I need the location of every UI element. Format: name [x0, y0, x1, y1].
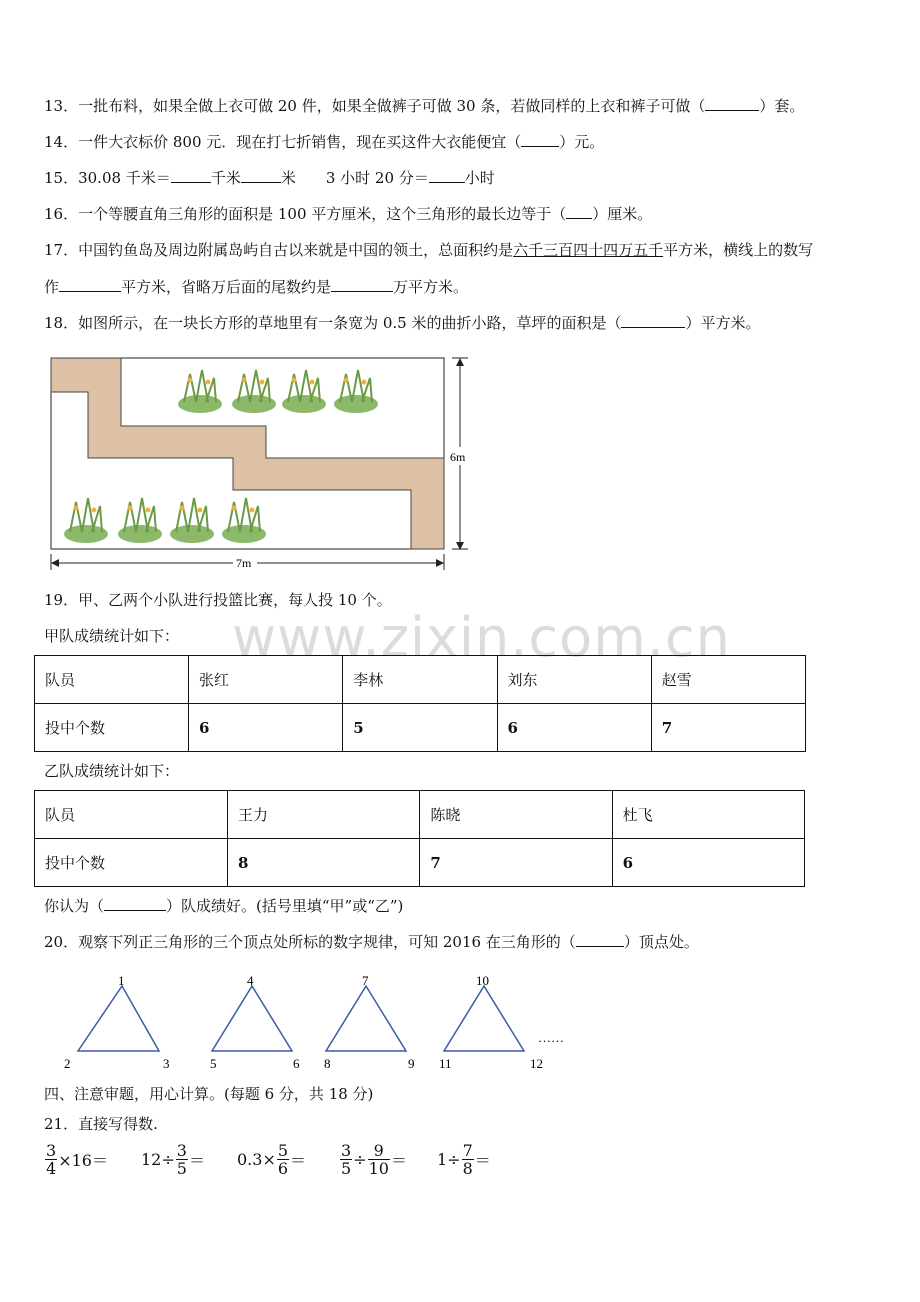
table-cell: 赵雪	[651, 656, 805, 704]
q20-text-end: ）顶点处。	[623, 933, 699, 951]
table-cell: 队员	[35, 791, 228, 839]
q14-blank[interactable]	[521, 132, 559, 147]
table-cell: 6	[497, 704, 651, 752]
team-a-table	[34, 655, 806, 752]
width-label: 7m	[236, 556, 252, 570]
q17-text-d: 平方米，省略万后面的尾数约是	[121, 278, 332, 296]
team-b-title: 乙队成绩统计如下：	[44, 762, 180, 780]
numerator: 5	[277, 1141, 289, 1160]
vertex-left-label: 5	[210, 1056, 217, 1071]
calc-operator: ×16＝	[58, 1151, 108, 1170]
q20-text: 20．观察下列正三角形的三个顶点处所标的数字规律，可知 2016 在三角形的（	[44, 933, 576, 951]
q15-text-e: 小时	[464, 169, 495, 187]
table-cell: 王力	[228, 791, 420, 839]
question-17-line2	[44, 277, 468, 297]
q19-answer	[44, 896, 403, 916]
q13-blank[interactable]	[705, 96, 759, 111]
q20-blank[interactable]	[576, 932, 624, 947]
q16-text-end: ）厘米。	[592, 205, 653, 223]
q17-text-b: 平方米，横线上的数写	[663, 241, 814, 259]
question-15	[44, 168, 495, 188]
calc-item-4	[339, 1142, 407, 1177]
section-4-heading: 四、注意审题，用心计算。(每题 6 分，共 18 分)	[44, 1085, 374, 1103]
q17-text: 17．中国钓鱼岛及周边附属岛屿自古以来就是中国的领土，总面积约是	[44, 241, 514, 259]
calc-item-1	[44, 1142, 108, 1177]
arrow-right-icon	[436, 559, 444, 567]
team-a-title: 甲队成绩统计如下：	[44, 627, 180, 645]
calc-item-2	[141, 1142, 205, 1177]
q17-text-e: 万平方米。	[393, 278, 469, 296]
calc-item-5	[437, 1142, 491, 1177]
triangles-figure	[56, 968, 586, 1074]
q15-text-b: 千米	[210, 169, 241, 187]
question-21-title: 21．直接写得数.	[44, 1115, 158, 1133]
question-14	[44, 132, 604, 152]
fraction	[176, 1142, 188, 1177]
denominator: 10	[368, 1159, 389, 1178]
denominator: 8	[462, 1159, 473, 1178]
table-cell: 7	[651, 704, 805, 752]
table-cell: 5	[343, 704, 497, 752]
question-16	[44, 204, 652, 224]
table-cell: 杜飞	[612, 791, 804, 839]
team-b-table	[34, 790, 805, 887]
calc-operator: ÷	[353, 1150, 367, 1169]
q15-blank-3[interactable]	[429, 168, 465, 183]
denominator: 6	[277, 1159, 289, 1178]
triangle-shape	[444, 986, 524, 1051]
triangle	[439, 973, 543, 1071]
numerator: 9	[368, 1142, 390, 1160]
q17-text-c: 作	[44, 278, 60, 296]
triangle	[324, 973, 415, 1071]
calc-operator: ＝	[474, 1151, 491, 1170]
triangle-shape	[78, 986, 159, 1051]
q13-text-end: ）套。	[759, 97, 805, 115]
numerator: 3	[176, 1141, 187, 1160]
q16-blank[interactable]	[566, 204, 592, 219]
lawn-diagram	[40, 352, 480, 576]
q16-text: 16．一个等腰直角三角形的面积是 100 平方厘米，这个三角形的最长边等于（	[44, 205, 567, 223]
table-cell: 队员	[35, 656, 189, 704]
q14-text-end: ）元。	[559, 133, 605, 151]
table-cell: 投中个数	[35, 839, 228, 887]
table-cell: 刘东	[497, 656, 651, 704]
vertex-right-label: 6	[293, 1056, 300, 1071]
vertex-right-label: 3	[163, 1056, 170, 1071]
denominator: 5	[176, 1159, 187, 1178]
fraction	[462, 1142, 474, 1177]
denominator: 5	[341, 1159, 352, 1178]
triangle-shape	[326, 986, 406, 1051]
triangle-shape	[212, 986, 292, 1051]
q19-answer-text: 你认为（	[44, 897, 105, 915]
q15-text-c: 米	[280, 169, 296, 187]
q15-text-d: 3 小时 20 分＝	[325, 169, 429, 187]
triangle	[64, 973, 170, 1071]
numerator: 3	[46, 1141, 57, 1160]
triangle	[210, 973, 300, 1071]
table-cell: 李林	[343, 656, 497, 704]
table-cell: 张红	[189, 656, 343, 704]
q15-blank-1[interactable]	[171, 168, 211, 183]
q19-answer-text-end: ）队成绩好。(括号里填“甲”或“乙”)	[166, 897, 404, 915]
fraction	[368, 1142, 390, 1177]
table-cell: 陈晓	[420, 791, 612, 839]
calc-operator: ＝	[290, 1151, 307, 1170]
vertex-top-label: 10	[476, 973, 489, 988]
vertex-top-label: 4	[247, 973, 254, 988]
table-cell: 8	[228, 839, 420, 887]
question-17-line1	[44, 240, 813, 260]
vertex-left-label: 8	[324, 1056, 331, 1071]
q18-text: 18．如图所示，在一块长方形的草地里有一条宽为 0.5 米的曲折小路，草坪的面积是（	[44, 314, 622, 332]
table-row	[35, 791, 805, 839]
calc-prefix: 0.3×	[237, 1150, 276, 1169]
question-13	[44, 96, 804, 116]
height-label: 6m	[450, 450, 466, 464]
vertex-right-label: 12	[530, 1056, 543, 1071]
table-cell: 6	[612, 839, 804, 887]
vertex-top-label: 1	[118, 973, 125, 988]
q15-blank-2[interactable]	[241, 168, 281, 183]
calc-operator: ＝	[390, 1151, 407, 1170]
arrow-up-icon	[456, 358, 464, 366]
arrow-left-icon	[51, 559, 59, 567]
q18-text-end: ）平方米。	[685, 314, 761, 332]
ellipsis: ……	[538, 1030, 564, 1045]
fraction	[340, 1142, 352, 1177]
watermark: www.zixin.com.cn	[232, 606, 731, 669]
calc-prefix: 12÷	[141, 1150, 175, 1169]
numerator: 3	[341, 1141, 352, 1160]
question-20	[44, 932, 699, 952]
vertex-top-label: 7	[362, 973, 369, 988]
q15-text-a: 15．30.08 千米＝	[44, 169, 171, 187]
question-18	[44, 313, 761, 333]
table-row	[35, 656, 806, 704]
q17-blank-2[interactable]	[331, 277, 393, 292]
q13-text: 13．一批布料，如果全做上衣可做 20 件，如果全做裤子可做 30 条，若做同样的上衣和裤子可做（	[44, 97, 706, 115]
fraction	[277, 1142, 289, 1177]
table-row	[35, 839, 805, 887]
calc-operator: ＝	[188, 1151, 205, 1170]
numerator: 7	[462, 1141, 473, 1160]
table-cell: 6	[189, 704, 343, 752]
q14-text: 14．一件大衣标价 800 元．现在打七折销售，现在买这件大衣能便宜（	[44, 133, 522, 151]
calc-item-3	[237, 1142, 306, 1177]
q19-blank[interactable]	[104, 896, 166, 911]
vertex-left-label: 2	[64, 1056, 71, 1071]
q17-underlined-number: 六千三百四十四万五千	[513, 241, 664, 259]
question-19: 19．甲、乙两个小队进行投篮比赛，每人投 10 个。	[44, 591, 392, 609]
table-row	[35, 704, 806, 752]
q17-blank-1[interactable]	[59, 277, 121, 292]
denominator: 4	[46, 1159, 57, 1178]
q18-blank[interactable]	[621, 313, 685, 328]
table-cell: 7	[420, 839, 612, 887]
vertex-right-label: 9	[408, 1056, 415, 1071]
vertex-left-label: 11	[439, 1056, 452, 1071]
fraction	[45, 1142, 57, 1177]
calc-prefix: 1÷	[437, 1150, 461, 1169]
table-cell: 投中个数	[35, 704, 189, 752]
